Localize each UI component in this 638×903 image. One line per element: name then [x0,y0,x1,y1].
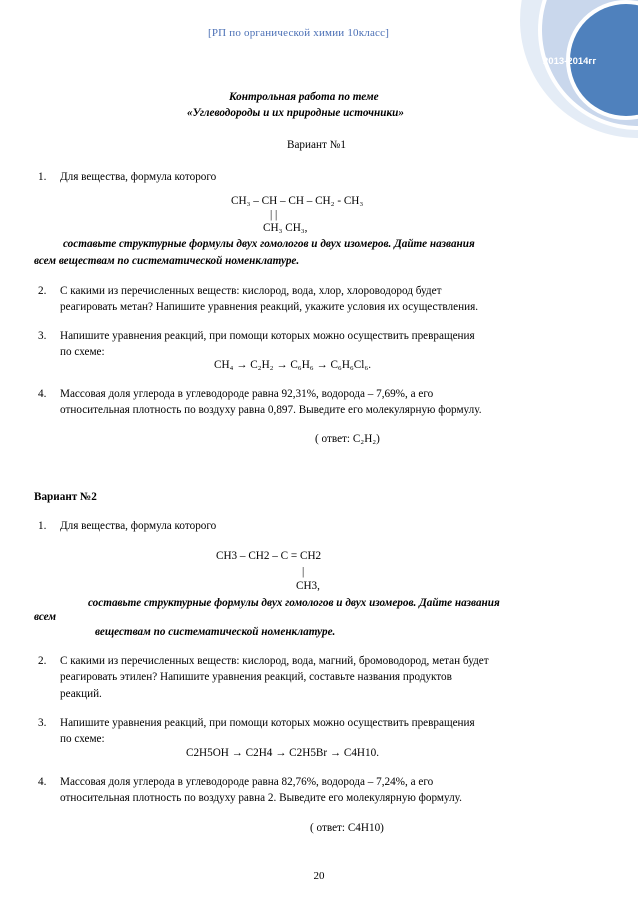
v2-q3 [38,717,475,729]
v2-q1-task-line1: составьте структурные формулы двух гомологов и двух изомеров. Дайте названия [88,597,500,609]
v1-q1-formula-main: CH₃ – CH – CH – CH₂ - CH₃ [231,195,364,207]
v2-q2-number: 2. [38,655,47,667]
v2-q1-text: Для вещества, формула которого [60,520,217,532]
v2-q1-task-line3: веществам по систематической номенклатуре. [95,626,336,638]
v2-q1-formula-main: CH3 – CH2 – C = CH2 [216,550,322,562]
document-header-title: [РП по органической химии 10класс] [208,27,390,39]
variant2-title: Вариант №2 [34,491,97,503]
v1-q1-text: Для вещества, формула которого [60,171,217,183]
v2-q2-line1: С какими из перечисленных веществ: кислород, вода, магний, бромоводород, метан будет [60,655,489,667]
v1-q4-number: 4. [38,388,47,400]
v2-q3-line2: по схеме: [60,733,105,745]
v1-q1-formula-substituents: CH₃ CH₃, [263,222,308,234]
page-number: 20 [313,870,325,882]
test-topic: «Углеводороды и их природные источники» [187,107,404,119]
v1-q1-task-line1: составьте структурные формулы двух гомологов и двух изомеров. Дайте названия [63,238,475,250]
v2-q4-number: 4. [38,776,47,788]
v2-q1-formula-substituent: CH3, [296,580,320,592]
corner-decoration [518,0,638,140]
v1-q1-task-line2: всем веществам по систематической номенклатуре. [34,255,300,267]
v2-q1-task-line2: всем [34,611,57,623]
v1-q1-number: 1. [38,171,47,183]
v2-answer: ( ответ: C4H10) [310,822,384,834]
v2-q1-formula-bonds: | [302,566,305,578]
v2-q4 [38,776,433,788]
v1-q1-formula-bonds: | | [270,209,278,221]
v2-q3-scheme: C2H5OH → C2H4 → C2H5Br → C4H10. [186,747,379,759]
v2-q4-line1: Массовая доля углерода в углеводороде равна 82,76%, водорода – 7,24%, а его [60,776,434,788]
v2-q2-line2: реагировать этилен? Напишите уравнения реакций, составьте названия продуктов [60,671,452,683]
v1-q3-scheme: CH₄ → C₂H₂ → C₆H₆ → C₆H₆Cl₆. [214,359,372,371]
year-badge: 2013-2014гг [543,56,597,67]
v1-q4-line2: относительная плотность по воздуху равна 0,897. Выведите его молекулярную формулу. [60,404,482,416]
v1-q2-line2: реагировать метан? Напишите уравнения реакций, укажите условия их осуществления. [60,301,479,313]
v2-q3-line1: Напишите уравнения реакций, при помощи которых можно осуществить превращения [60,717,475,729]
v2-q3-number: 3. [38,717,47,729]
v2-q1 [38,520,216,532]
v1-q4-line1: Массовая доля углерода в углеводороде равна 92,31%, водорода – 7,69%, а его [60,388,434,400]
test-heading: Контрольная работа по теме [229,91,379,103]
v1-answer: ( ответ: C₂H₂) [315,433,380,445]
v2-q1-number: 1. [38,520,47,532]
v2-q4-line2: относительная плотность по воздуху равна 2. Выведите его молекулярную формулу. [60,792,462,804]
v1-q3-line2: по схеме: [60,346,105,358]
v1-q3 [38,330,475,342]
v2-q2-line3: реакций. [60,688,102,700]
v1-q2-line1: С какими из перечисленных веществ: кислород, вода, хлор, хлороводород будет [60,285,442,297]
v1-q4 [38,388,433,400]
v1-q2 [38,285,441,297]
v1-q2-number: 2. [38,285,47,297]
v2-q2 [38,655,489,667]
v1-q3-line1: Напишите уравнения реакций, при помощи которых можно осуществить превращения [60,330,475,342]
variant1-title: Вариант №1 [287,139,346,151]
v1-q3-number: 3. [38,330,47,342]
v1-q1 [38,171,216,183]
